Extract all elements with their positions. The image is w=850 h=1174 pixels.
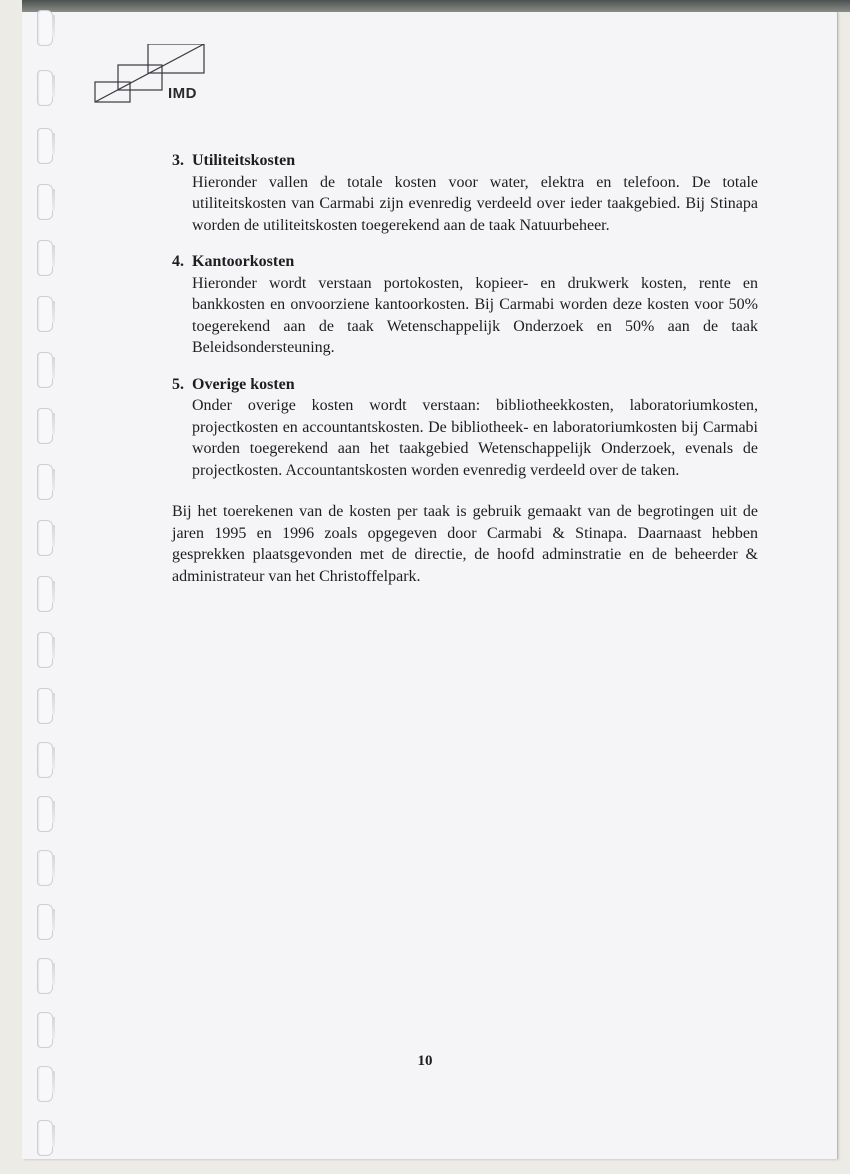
section-title: Utiliteitskosten: [192, 152, 296, 169]
section-number: 3.: [172, 152, 184, 169]
logo-text: IMD: [168, 85, 197, 102]
binding-hole: [37, 464, 53, 500]
binding-hole: [37, 520, 53, 556]
binding-hole: [37, 128, 53, 164]
binding-hole: [37, 796, 53, 832]
section-utiliteitskosten: [172, 150, 758, 236]
section-kantoorkosten: [172, 251, 758, 359]
section-heading: [172, 150, 758, 172]
binding-hole: [37, 70, 53, 106]
section-overige-kosten: [172, 374, 758, 482]
binding-hole: [37, 632, 53, 668]
binding-hole: [37, 576, 53, 612]
imd-logo-icon: [94, 44, 224, 104]
binding-hole: [37, 184, 53, 220]
section-title: Kantoorkosten: [192, 253, 295, 270]
binding-hole: [37, 742, 53, 778]
binding-hole: [37, 1120, 53, 1156]
section-text: Onder overige kosten wordt verstaan: bibliotheekkosten, laboratoriumkosten, projectkosten en accountantskosten. De bibliotheek- en laboratoriumkosten bij Carmabi worden toegerekend aan het taakgebied Wetenschappelijk Onderzoek, evenals de projectkosten. Accountantskosten worden evenredig verdeeld over de taken.: [192, 397, 758, 479]
section-title: Overige kosten: [192, 375, 295, 393]
binding-hole: [37, 296, 53, 332]
section-heading: [172, 251, 758, 273]
binding-hole: [37, 904, 53, 940]
section-number: 4.: [172, 253, 184, 270]
binding-hole: [37, 408, 53, 444]
binding-hole: [37, 1066, 53, 1102]
section-text: Hieronder wordt verstaan portokosten, kopieer- en drukwerk kosten, rente en bankkosten en onvoorziene kantoorkosten. Bij Carmabi worden deze kosten voor 50% toegerekend aan de taak Wetenschappelijk Onderzoek en 50% aan de taak Beleidsondersteuning.: [192, 274, 758, 356]
page-number: 10: [417, 1053, 433, 1069]
binding-hole: [37, 240, 53, 276]
binding-hole: [37, 352, 53, 388]
document-body: [172, 150, 758, 587]
section-text: Hieronder vallen de totale kosten voor water, elektra en telefoon. De totale utiliteitskosten van Carmabi zijn evenredig verdeeld over ieder taakgebied. Bij Stinapa worden de utiliteitskosten toegerekend aan de taak Natuurbeheer.: [192, 173, 758, 234]
binding-hole: [37, 688, 53, 724]
binding-hole: [37, 1012, 53, 1048]
scan-top-edge: [22, 0, 850, 12]
closing-paragraph: Bij het toerekenen van de kosten per taak is gebruik gemaakt van de begrotingen uit de jaren 1995 en 1996 zoals opgegeven door Carmabi & Stinapa. Daarnaast hebben gesprekken plaatsgevonden met de directie, de hoofd adminstratie en de beheerder & administrateur van het Christoffelpark.: [172, 503, 758, 585]
binding-hole: [37, 850, 53, 886]
section-number: 5.: [172, 375, 184, 393]
binding-hole: [37, 958, 53, 994]
binding-hole: [37, 10, 53, 46]
section-heading: [172, 374, 758, 396]
